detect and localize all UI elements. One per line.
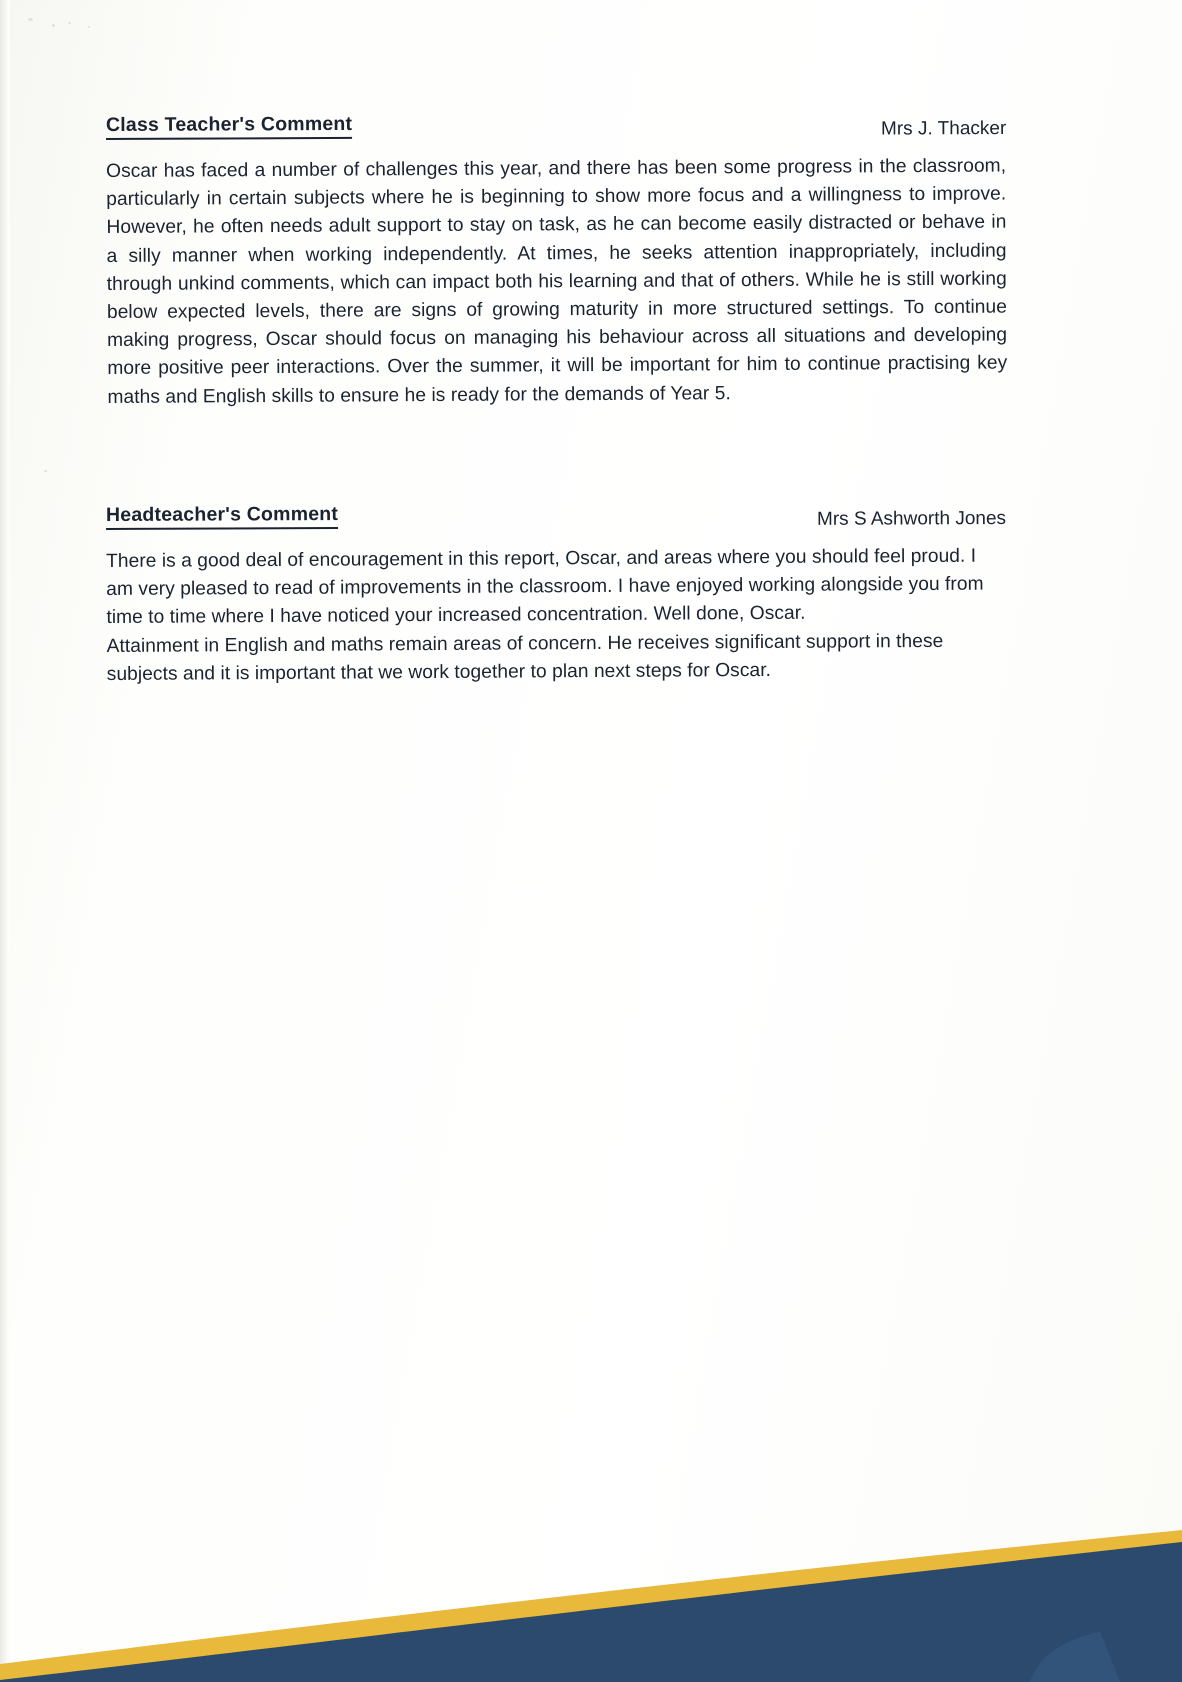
section-class-teacher-comment — [106, 100, 1006, 412]
scan-speck — [52, 24, 55, 27]
scan-speck — [44, 470, 47, 472]
section-headteacher-comment — [106, 490, 1006, 689]
scan-speck — [28, 18, 33, 21]
scan-edge-left — [0, 0, 10, 1682]
scan-speck — [88, 26, 90, 28]
headteacher-section-title: Headteacher's Comment — [106, 503, 338, 530]
class-teacher-comment-text — [106, 153, 1008, 412]
paragraph: Oscar has faced a number of challenges this year, and there has been some progress in the classroom, particularly in certain subjects where he is beginning to show more focus and a willingness to improve. However, he often needs adult support to stay on task, as he can become easily distracted or behave in a silly manner when working independently. At times, he seeks attention inappropriately, including through unkind comments, which can impact both his learning and that of others. While he is still working below expected levels, there are signs of growing maturity in more structured settings. To continue making progress, Oscar should focus on managing his behaviour across all situations and developing more positive peer interactions. Over the summer, it will be important for him to continue practising key maths and English skills to ensure he is ready for the demands of Year 5. — [106, 155, 1008, 408]
headteacher-comment-text — [106, 542, 1007, 689]
section-header — [106, 490, 1006, 530]
document-body — [106, 100, 1006, 689]
page-title: Class Teacher's Comment — [106, 113, 352, 140]
section-spacer — [106, 412, 1006, 490]
section-header — [106, 100, 1006, 140]
paragraph: There is a good deal of encouragement in this report, Oscar, and areas where you should feel proud. I am very pleased to read of improvements in the classroom. I have enjoyed working alongside you from time to time where I have noticed your increased concentration. Well done, Oscar. — [106, 545, 984, 629]
class-teacher-name: Mrs J. Thacker — [880, 118, 1007, 140]
scan-speck — [68, 22, 71, 24]
scan-edge-bottom — [0, 1676, 1182, 1682]
headteacher-name: Mrs S Ashworth Jones — [816, 507, 1007, 530]
paragraph: Attainment in English and maths remain areas of concern. He receives significant support in these subjects and it is important that we work together to plan next steps for Oscar. — [106, 630, 944, 685]
